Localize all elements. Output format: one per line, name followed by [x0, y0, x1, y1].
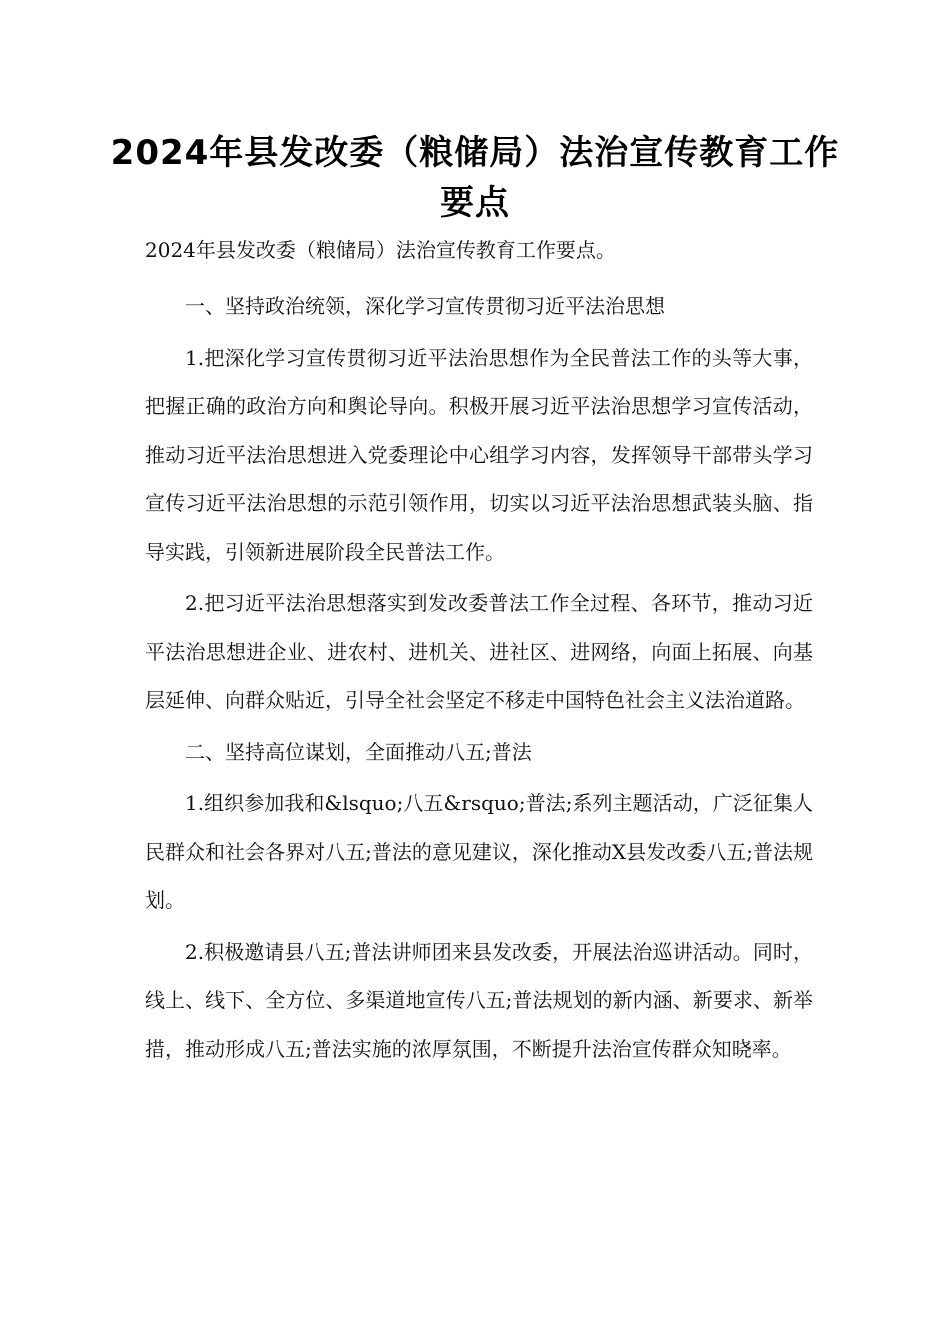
section-heading-1: 一、坚持政治统领，深化学习宣传贯彻习近平法治思想 [185, 294, 665, 318]
section-heading-2: 二、坚持高位谋划，全面推动八五;普法 [185, 739, 532, 764]
intro-paragraph: 2024年县发改委（粮储局）法治宣传教育工作要点。 [145, 238, 616, 262]
paragraph-1-1: 1.把深化学习宣传贯彻习近平法治思想作为全民普法工作的头等大事，把握正确的政治方向和舆论导向。积极开展习近平法治思想学习宣传活动，推动习近平法治思想进入党委理论中心组学习内容，发挥领导干部带头学习宣传习近平法治思想的示范引领作用，切实以习近平法治思想武装头脑、指导实践，引领新进展阶段全民普法工作。 [145, 345, 813, 564]
paragraph-1-2: 2.把习近平法治思想落实到发改委普法工作全过程、各环节，推动习近平法治思想进企业、进农村、进机关、进社区、进网络，向面上拓展、向基层延伸、向群众贴近，引导全社会坚定不移走中国特色社会主义法治道路。 [145, 591, 813, 712]
document-body [145, 232, 813, 1073]
paragraph-2-1: 1.组织参加我和&lsquo;八五&rsquo;普法;系列主题活动，广泛征集人民群众和社会各界对八五;普法的意见建议，深化推动X县发改委八五;普法规划。 [145, 791, 813, 912]
document-title: 2024年县发改委（粮储局）法治宣传教育工作要点 [110, 133, 840, 223]
paragraph-2-2: 2.积极邀请县八五;普法讲师团来县发改委，开展法治巡讲活动。同时，线上、线下、全方位、多渠道地宣传八五;普法规划的新内涵、新要求、新举措，推动形成八五;普法实施的浓厚氛围，不断提升法治宣传群众知晓率。 [145, 939, 813, 1061]
